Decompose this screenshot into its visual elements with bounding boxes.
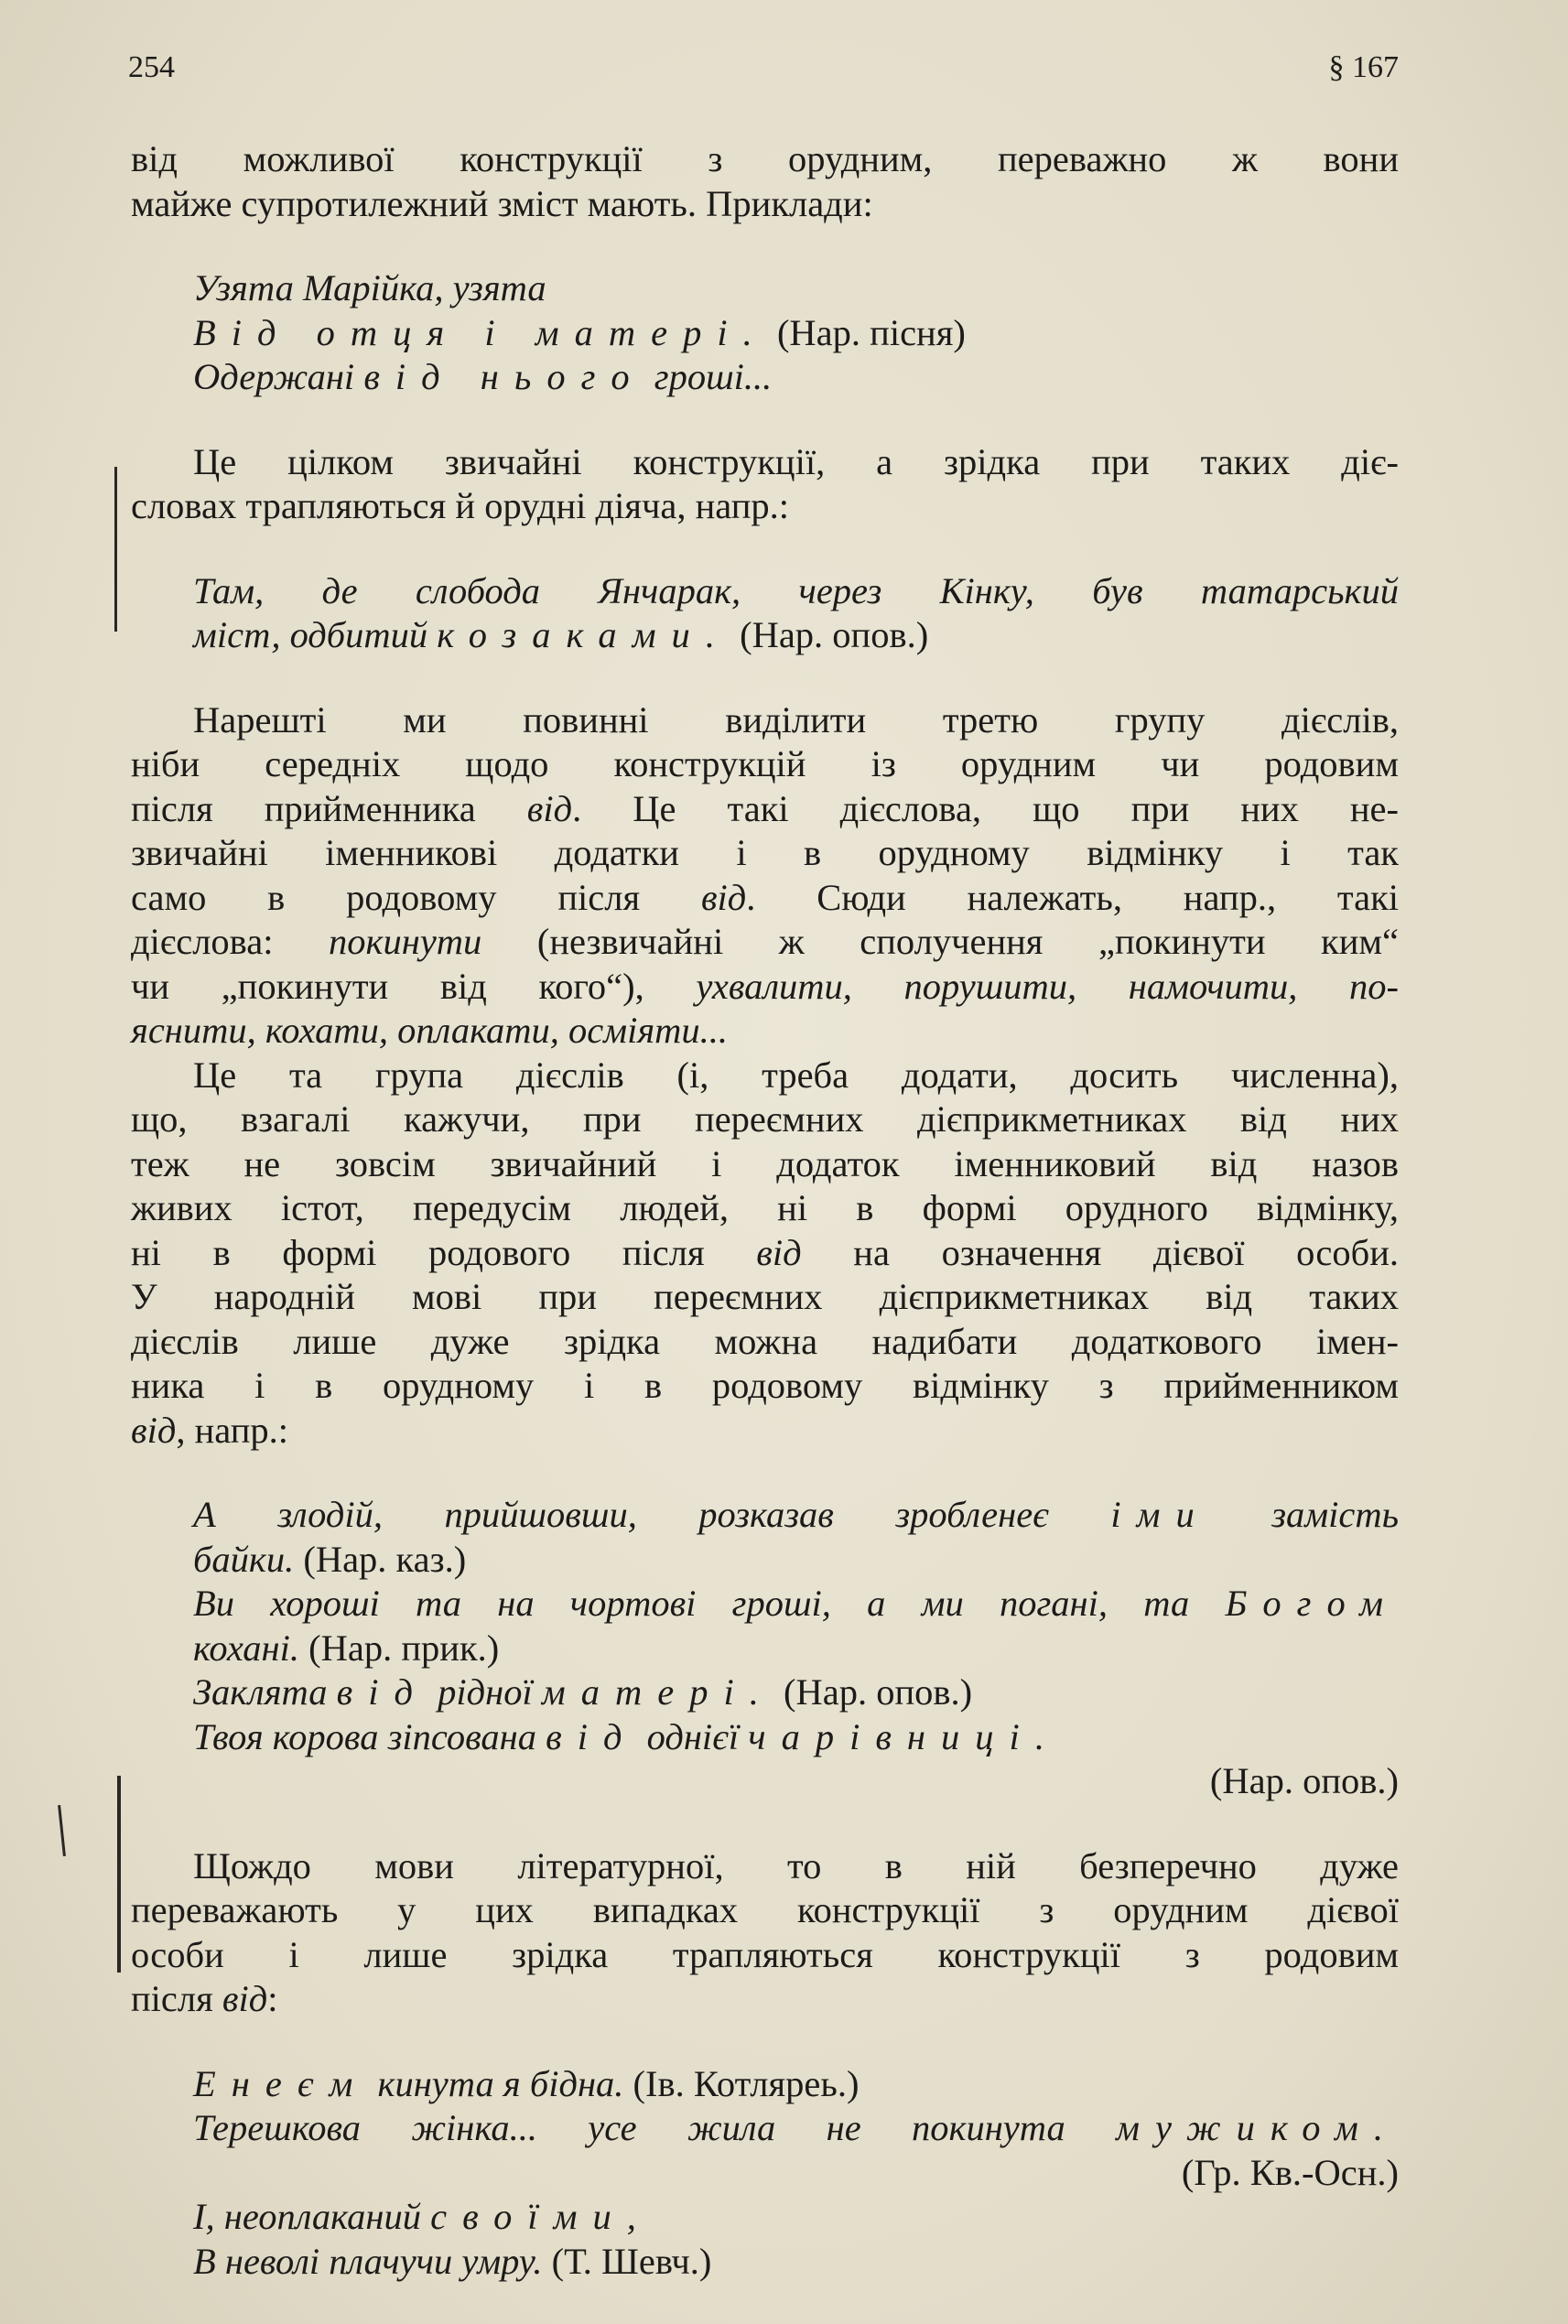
paragraph: ника і в орудному і в родовому відмінку з прийменником — [131, 1365, 1399, 1406]
paragraph: що, взагалі кажучи, при переємних дієприкметниках від них — [131, 1098, 1399, 1140]
paragraph: само в родовому після від. Сюди належать, напр., такі — [131, 876, 1400, 918]
paragraph: після прийменника від. Це такі дієслова, що при них не- — [131, 787, 1399, 829]
paragraph: звичайні іменникові додатки і в орудному відмінку і так — [131, 832, 1399, 873]
section-number: § 167 — [1328, 50, 1399, 84]
paragraph: яснити, кохати, оплакати, осміяти... — [131, 1010, 729, 1051]
example-quote: Там, де слобода Янчарак, через Кінку, був татарський міст, одбитий козаками. (Нар. опов.) — [193, 569, 1399, 655]
paragraph: особи і лише зрідка трапляються конструкції з родовим — [131, 1933, 1399, 1975]
paragraph: від, напр.: — [131, 1409, 288, 1451]
paragraph: Це цілком звичайні конструкції, а зрідка при таких діє- — [193, 440, 1399, 482]
paragraph: словах трапляються й орудні діяча, напр.: — [131, 485, 790, 526]
margin-mark — [117, 1776, 121, 1973]
paragraph: Нарешті ми повинні виділити третю групу дієслів, — [193, 698, 1399, 740]
example-quote: Узята Марійка, узята Від отця і матері. (Нар. пісня) Одержані від нього гроші... — [193, 267, 966, 397]
paragraph: живих істот, передусім людей, ні в формі орудного відмінку, — [131, 1187, 1399, 1228]
example-quote: Енеєм кинута я бідна. (Ів. Котляреь.) Терешкова жінка... усе жила не покинута мужиком. (Гр. Кв.-Осн.) І, неоплаканий своїми, В неволі плачучи умру. (Т. Шевч.) — [193, 2062, 1399, 2282]
paragraph: ніби середніх щодо конструкцій із орудним чи родовим — [131, 743, 1399, 784]
page-number: 254 — [128, 50, 175, 84]
paragraph: від можливої конструкції з орудним, переважно ж вони — [131, 138, 1399, 179]
margin-mark — [58, 1805, 66, 1856]
paragraph: Щождо мови літературної, то в ній безперечно дуже — [193, 1844, 1399, 1886]
paragraph: майже супротилежний зміст мають. Приклади: — [131, 182, 873, 224]
paragraph: Це та група дієслів (і, треба додати, досить численна), — [193, 1054, 1399, 1096]
example-quote: А злодій, прийшовши, розказав зробленеє іми замість байки. (Нар. каз.) Ви хороші та на чортові гроші, а ми погані, та Богом кохані. (Нар. прик.) Заклята від рідної матері. (Нар. опов.) Твоя корова зіпсована від однієї чарівниці. (Нар. опов.) — [193, 1494, 1400, 1801]
page-body — [131, 137, 1399, 2284]
paragraph: У народній мові при переємних дієприкметниках від таких — [131, 1276, 1399, 1317]
paragraph: переважають у цих випадках конструкції з орудним дієвої — [131, 1889, 1399, 1930]
paragraph: дієслів лише дуже зрідка можна надибати додаткового імен- — [131, 1320, 1399, 1362]
paragraph: чи „покинути від кого“), ухвалити, порушити, намочити, по- — [131, 965, 1399, 1007]
paragraph: теж не зовсім звичайний і додаток іменниковий від назов — [131, 1142, 1399, 1184]
running-header — [128, 50, 1399, 85]
paragraph: дієслова: покинути (незвичайні ж сполучення „покинути ким“ — [131, 921, 1400, 962]
paragraph: після від: — [131, 1978, 278, 2019]
paragraph: ні в формі родового після від на означення дієвої особи. — [131, 1231, 1400, 1273]
margin-mark — [114, 467, 117, 632]
